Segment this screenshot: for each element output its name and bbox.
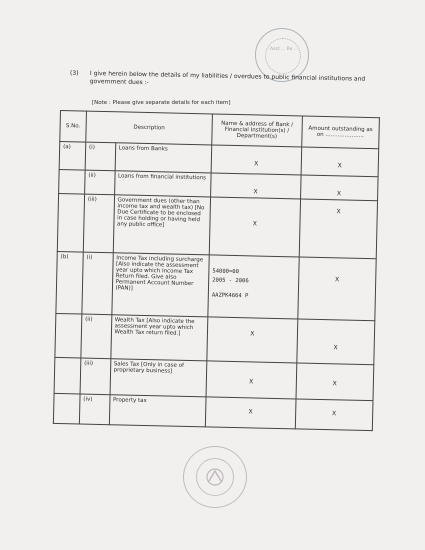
description-cell: Property tax bbox=[109, 395, 206, 427]
item-number: (3) bbox=[70, 70, 79, 77]
assessment-year: 2005 - 2006 bbox=[212, 277, 249, 285]
col-description: Description bbox=[86, 111, 213, 145]
bank-cell: X bbox=[211, 145, 301, 175]
seal-text: Asst ... Re ... bbox=[270, 47, 299, 52]
pan-number: AAZPK4664 P bbox=[211, 292, 249, 300]
sub-label: (iii) bbox=[80, 358, 110, 395]
bank-cell: X bbox=[211, 173, 301, 199]
amount-cell: X bbox=[297, 319, 375, 365]
sub-label: (i) bbox=[82, 252, 113, 315]
amount-cell: X bbox=[300, 175, 378, 201]
sub-label: (iv) bbox=[79, 394, 109, 425]
amount-cell: X bbox=[301, 147, 379, 177]
note-text: [Note : Please give separate details for each item] bbox=[92, 100, 231, 106]
liabilities-table bbox=[53, 110, 380, 431]
sub-label: (iii) bbox=[83, 194, 114, 253]
col-sno: S.No. bbox=[60, 111, 87, 143]
tax-amount: 54000=00 bbox=[212, 268, 239, 276]
table-row bbox=[57, 193, 377, 258]
sub-label: (ii) bbox=[84, 170, 114, 195]
description-cell: Wealth Tax [Also indicate the assessment year upto which Wealth Tax return filed.] bbox=[110, 315, 207, 361]
amount-cell: X bbox=[299, 199, 378, 259]
description-cell: Loans from Banks bbox=[115, 143, 212, 173]
table-row bbox=[56, 251, 376, 320]
sub-label: (ii) bbox=[81, 314, 112, 359]
description-cell: Loans from financial institutions bbox=[114, 171, 211, 197]
official-seal-bottom bbox=[183, 446, 247, 508]
seal-emblem-icon bbox=[184, 447, 246, 507]
intro-text: I give herein below the details of my liabilities / overdues to public financial institutions and government dues :- bbox=[89, 70, 366, 87]
description-cell: Income Tax including surcharge [Also indicate the assessment year upto which Income Tax Return filed. Give also Permanent Account Number (PAN)] bbox=[111, 253, 209, 317]
bank-cell: X bbox=[205, 397, 295, 429]
amount-cell: X bbox=[298, 257, 377, 321]
col-bank: Name & address of Bank / Financial Institution(s) / Department(s) bbox=[212, 114, 302, 147]
row-label: (b) bbox=[56, 251, 83, 314]
bank-cell: X bbox=[209, 197, 300, 257]
col-amount: Amount outstanding as on ...................... bbox=[301, 116, 379, 149]
table-row bbox=[53, 393, 373, 430]
amount-cell: X bbox=[296, 363, 374, 401]
amount-cell: X bbox=[295, 399, 373, 431]
bank-cell: X bbox=[207, 317, 298, 363]
table-row bbox=[55, 313, 375, 364]
bank-cell: X bbox=[206, 361, 296, 399]
bank-cell bbox=[208, 255, 299, 319]
row-label: (a) bbox=[59, 142, 86, 171]
description-cell: Sales Tax [Only in case of proprietary business] bbox=[110, 359, 207, 397]
description-cell: Government dues (other than income tax and wealth tax) [No Due Certificate to be enclosed in case holding or having held any public office] bbox=[113, 195, 211, 255]
sub-label: (i) bbox=[85, 142, 115, 171]
